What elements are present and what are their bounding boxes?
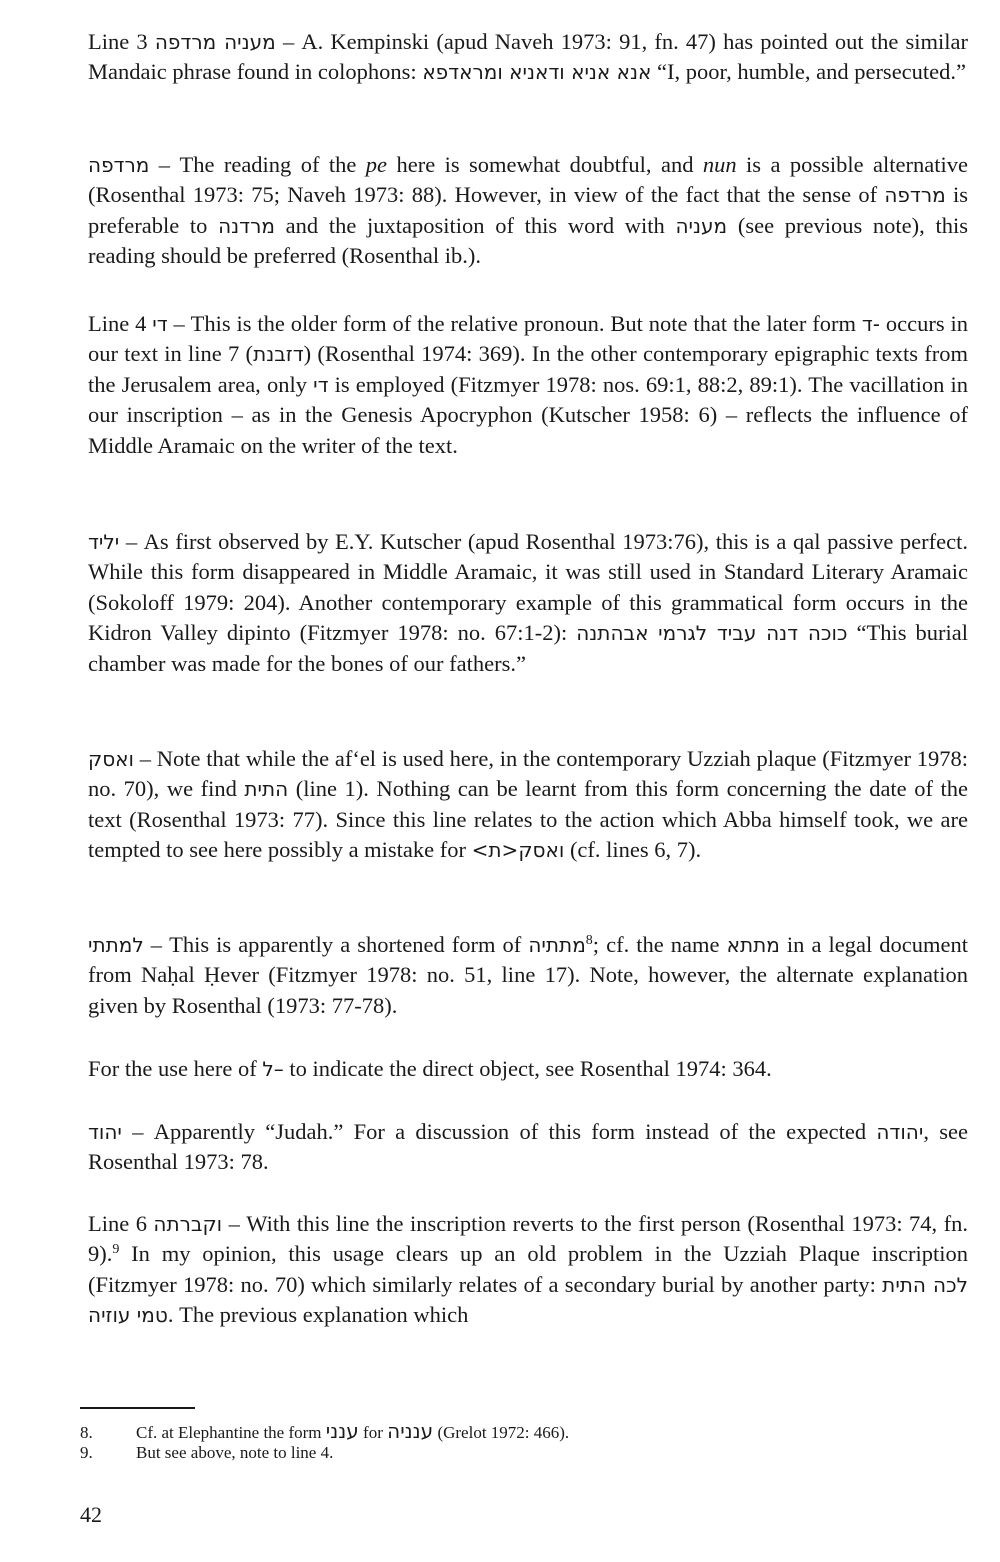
footnote-ref: 9 (112, 1242, 120, 1258)
text-run: ; cf. the name (592, 932, 727, 957)
page-number: 42 (80, 1502, 102, 1527)
footnote-divider (80, 1407, 195, 1409)
hebrew-term: למתתי (88, 933, 144, 957)
hebrew-term: מרדנה (218, 213, 275, 238)
text-run: – As first observed by E.Y. Kutscher (apud Rosenthal 1973:76), this is a qal passive perfect. While this form disappeared in Middle Aramaic, it was still used in Standard Literary Aramaic (Sokoloff 1979: 204). Another contemporary example of this grammatical form occurs in the Kidron Valley dipinto (Fitzmyer 1978: no. 67:1-2): (88, 529, 968, 646)
text-run: ) (Rosenthal 1974: 369). In the other contemporary epigraphic texts from the Jerusalem area, only (88, 341, 968, 397)
text-run: – This is the older form of the relative pronoun. But note that the later form (167, 311, 862, 336)
text-run: to indicate the direct object, see Rosenthal 1974: 364. (283, 1056, 772, 1081)
text-run: . The previous explanation which (167, 1302, 469, 1328)
text-run: For the use here of (88, 1056, 263, 1081)
text-run: is preferable to (88, 182, 968, 238)
text-run: Line 6 (88, 1211, 154, 1236)
italic-term: pe (365, 152, 388, 177)
text-run: – A. Kempinski (apud Naveh 1973: 91, fn. 47) has pointed out the similar Mandaic phrase found in colophons: (88, 29, 969, 85)
italic-term: nun (702, 152, 737, 177)
hebrew-term: –ל (262, 1057, 284, 1081)
note-wasq (88, 744, 968, 866)
hebrew-term: ואסק (88, 747, 134, 771)
text-run: occurs in our text in line 7 ( (88, 311, 968, 367)
hebrew-term: מרדפה (884, 183, 946, 208)
text-run: (cf. lines 6, 7). (564, 837, 702, 863)
hebrew-term: -ד (861, 312, 880, 336)
hebrew-term: ענניה (387, 1419, 434, 1443)
note-lmtty (88, 930, 968, 1021)
footnote-8 (80, 1420, 960, 1444)
text-run: in a legal document from Naḥal Ḥever (Fitzmyer 1978: no. 51, line 17). Note, however, the alternate explanation given by Rosenthal (1973: 77-78). (88, 932, 968, 1018)
hebrew-term: ואסק<ת> (471, 838, 565, 863)
footnote-number: 8. (80, 1423, 93, 1442)
text-run: But see above, note to line 4. (136, 1443, 334, 1462)
footnote-number: 9. (80, 1443, 93, 1462)
text-run: is employed (Fitzmyer 1978: nos. 69:1, 88:2, 89:1). The vacillation in our inscription – as in the Genesis Apocryphon (Kutscher 1958: 6) – reflects the influence of Middle Aramaic on the writer of the text. (88, 371, 968, 458)
hebrew-term: התית (244, 777, 289, 802)
note-line-6 (88, 1209, 968, 1331)
hebrew-term: מרדפה (88, 153, 150, 177)
text-run: – This is apparently a shortened form of (143, 932, 529, 957)
footnote-ref: 8 (585, 933, 593, 948)
hebrew-term: די (152, 312, 168, 336)
text-run: (line 1). Nothing can be learnt from this form concerning the date of the text (Rosenthal 1973: 77). Since this line relates to the action which Abba himself took, we are tempted to see here possibly a mistake for (88, 776, 968, 863)
hebrew-term: ענני (325, 1419, 359, 1443)
text-run: for (358, 1423, 388, 1442)
text-run: Cf. at Elephantine the form (136, 1423, 326, 1442)
text-run: (Grelot 1972: 466). (433, 1423, 570, 1442)
text-run: , see Rosenthal 1973: 78. (88, 1119, 968, 1175)
text-run: is a possible alternative (Rosenthal 1973: 75; Naveh 1973: 88). However, in view of the fact that the sense of (88, 152, 968, 208)
text-run: “This burial chamber was made for the bones of our fathers.” (88, 620, 968, 676)
note-ylyd (88, 527, 968, 679)
note-mrdph (88, 150, 968, 272)
hebrew-term: כוכה דנה עביד לגרמי אבהתנה (576, 621, 848, 646)
hebrew-term: יהוד (88, 1120, 122, 1144)
text-run: “I, poor, humble, and persecuted.” (651, 59, 967, 85)
note-line-4 (88, 309, 968, 461)
hebrew-term: מתתיה (528, 933, 586, 957)
text-run: – Apparently “Judah.” For a discussion of this form instead of the expected (121, 1119, 877, 1144)
text-run: – With this line the inscription reverts to the first person (Rosenthal 1973: 74, fn. 9). (88, 1211, 968, 1267)
text-run: (see previous note), this reading should be preferred (Rosenthal ib.). (88, 212, 968, 269)
text-run: here is somewhat doubtful, and (387, 152, 703, 177)
hebrew-term: יליד (88, 530, 120, 554)
text-run: Line 4 (88, 311, 153, 336)
note-direct-object (88, 1054, 968, 1084)
hebrew-term: מעניה (675, 213, 728, 238)
note-line-3 (88, 27, 968, 88)
note-yhwd (88, 1117, 968, 1178)
text-run: – The reading of the (149, 152, 366, 177)
hebrew-term: מעניה מרדפה (154, 30, 276, 54)
hebrew-term: יהודה (876, 1120, 924, 1144)
hebrew-term: מתתא (726, 933, 780, 957)
text-run: and the juxtaposition of this word with (274, 212, 676, 238)
hebrew-term: וקברתה (153, 1212, 223, 1236)
text-run: Line 3 (88, 29, 155, 54)
hebrew-term: די (313, 372, 329, 397)
footnote-9 (80, 1442, 960, 1464)
hebrew-term: לכה התית טמי עוזיה (88, 1272, 968, 1328)
text-run: In my opinion, this usage clears up an old problem in the Uzziah Plaque inscription (Fitzmyer 1978: no. 70) which similarly relates of a secondary burial by another party: (88, 1241, 968, 1297)
text-run: – Note that while the af‘el is used here, in the contemporary Uzziah plaque (Fitzmyer 1978: no. 70), we find (88, 746, 968, 802)
hebrew-term: אנא אניא ודאניא ומראדפא (422, 60, 652, 85)
hebrew-term: דזבנת (253, 342, 304, 367)
